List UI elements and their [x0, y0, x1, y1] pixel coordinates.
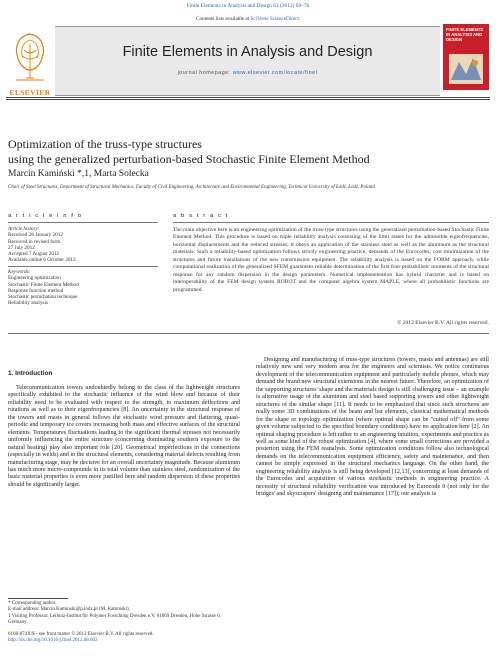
keyword-item: Stochastic perturbation technique — [8, 294, 78, 301]
issn-line: 0168-874X/$ - see front matter © 2012 Elsevier B.V. All rights reserved. — [8, 632, 154, 637]
elsevier-tree-logo — [8, 26, 52, 88]
paragraph: Telecommunication towers undoubtedly belong to the class of the lightweight structures specifically exhibited to the stochastic influence of the wind blow and because of their reliability need to be evaluated with respect to the strength, to maximum deflections and rotations as well as to their eigenfrequencies [8]. An uncertainty in the structural response of the towers and masts in general follows the stochastic wind pressure and flattering, quasi-periodic and temporary ice covers increasing both mass and effective surfaces of the structural elements. Temperatures fluctuations leading to the significant thermal stresses not necessarily uniformly influencing the entire structure (concerning dominating southern exposure to the natural heating) play also important role [20]. Geometrical imperfections in the connections (especially in welds) and in the structural elements, considering material defects resulting from manufacturing stage, may be decisive for an overall uncertainty magnitude. Because aluminum has much more micro-compounds in its total volume than stainless steel, randomization of the basic material properties is even more justified here and random dispersion of these properties should be significantly larger. — [8, 385, 240, 488]
footnote-rule — [8, 598, 68, 599]
abstract-heading: a b s t r a c t — [173, 213, 229, 219]
history-item: 27 July 2012 — [8, 244, 35, 251]
article-history — [8, 226, 158, 264]
history-label: Article history: — [8, 226, 40, 232]
paragraph: Designing and manufacturing of truss-type structures (towers, masts and antennas) are still relatively new and very modern area for the engineers and scientists. We notice continuous development of the telecommunication equipment and particularly mobile phones, which may demand the brand new structural extensions in the nearest future. Therefore, an optimization of the supporting structures' shape and the materials design is still challenging issue – an example is alternative usage of the aluminum and steel based supporting towers and other lightweight structures of the similar shape [11]. It needs to be emphasized that since such structures are really some 3D combinations of the beam and bar elements, classical mathematical methods for the shape or topology optimization (where optimal shape can be "cutted off" from some given volume subjected to the specified boundary conditions) have no application here [2]. An optimal shaping procedure is left rather to an engineering intuition, experiments and practice as well as some kind of the robust optimization [4], where some small corrections are provided a posteriori using the FEM reanalysis. Some optimization conditions follow also technological demands on the telecommunication equipment efficiency, safety and maintenance, and then cannot be simply expressed in the structural mechanics language. On the other hand, the engineering reliability analysis is still being developed [12,13], concerning at least demands of the Eurocodes and acquisition of various stochastic methods in engineering practice. A necessity of structural reliability verification was introduced by Eurocode 0 (not only for the bridges' and skyscrapers' designing and maintenance [17]); our analysis is — [256, 357, 489, 498]
journal-cover[interactable] — [443, 24, 489, 90]
keyword-item: Reliability analysis — [8, 300, 48, 307]
history-item: Available online 6 October 2012 — [8, 257, 76, 264]
journal-homepage — [55, 70, 440, 76]
footnote-email[interactable]: E-mail address: Marcin.Kaminski@p.lodz.pl (M. Kamiński). — [8, 607, 130, 612]
publication-footer — [8, 632, 308, 644]
contents-prefix: Contents lists available at — [195, 16, 251, 22]
contents-line — [55, 16, 440, 22]
authors: Marcin Kamiński *,1, Marta Solecka — [8, 169, 149, 179]
footnote-visiting: 1 Visiting Professor, Leibniz-Institut für Polymer Forschung Dresden e.V, 01069 Dresden, Hohe Strasse 6, Germany. — [8, 614, 221, 625]
sciencedirect-link[interactable]: SciVerse ScienceDirect — [250, 16, 299, 22]
abstract-bottom-rule — [8, 333, 489, 334]
header-rule-bottom — [6, 99, 490, 100]
keywords-label: Keywords: — [8, 269, 31, 275]
doi-link[interactable]: http://dx.doi.org/10.1016/j.finel.2012.08.002 — [8, 638, 98, 644]
footnote-corresponding: * Corresponding author. — [8, 601, 57, 606]
running-head[interactable]: Finite Elements in Analysis and Design 63 (2013) 69–78 — [186, 3, 310, 9]
body-column-left — [8, 385, 240, 489]
title-line-1: Optimization of the truss-type structures — [8, 137, 202, 151]
cover-title: FINITE ELEMENTS IN ANALYSIS AND DESIGN — [446, 27, 484, 42]
keyword-item: Engineering optimization — [8, 275, 61, 282]
abstract-copyright: © 2012 Elsevier B.V. All rights reserved. — [397, 320, 489, 326]
cover-image — [449, 54, 483, 84]
keyword-item: Response function method — [8, 287, 64, 294]
history-item: Received 28 January 2012 — [8, 232, 63, 239]
journal-title: Finite Elements in Analysis and Design — [122, 44, 373, 60]
keywords — [8, 269, 158, 307]
homepage-link[interactable]: www.elsevier.com/locate/finel — [232, 70, 318, 76]
title-line-2: using the generalized perturbation-based Stochastic Finite Element Method — [8, 151, 370, 166]
abstract-text: The main objective here is an engineering optimization of the truss-type structures using the generalized perturbation-based Stochastic Finite Element Method. This procedure is based on triple reliability analysis consisting of the limit states for the admissible eigenfrequencies, horizontal displacements and the reduced stresses; it obeys an application of the stainless steel as well as the aluminum as the structural materials. Such a reliability-based optimization follows strictly engineering practice, demands of the Eurocodes, cost minimization of the structures and future installations of the new transmission equipment. The reliability analysis is based on the FORM approach, while computational realization of the generalized SFEM guarantees reliable determination of the first four probabilistic moments of the structural response for any random dispersion in the design parameters. Numerical implementation has hybrid character and is based on interoperability of the FEM design system ROBOT and the computer algebra system MAPLE, where all probabilistic functions are programmed. — [173, 227, 489, 293]
homepage-prefix: journal homepage: — [177, 70, 233, 76]
keyword-item: Stochastic Finite Element Method — [8, 281, 79, 288]
section-heading-introduction: 1. Introduction — [8, 370, 53, 377]
elsevier-wordmark: ELSEVIER — [9, 88, 51, 97]
affiliation: Chair of Steel Structures, Department of Structural Mechanics, Faculty of Civil Engineering, Architecture and Environmental Engineering, Technical University of Łódź, Łódź, Poland — [8, 185, 375, 190]
keywords-rule — [8, 266, 158, 267]
article-info-rule — [8, 222, 158, 223]
article-info-heading: a r t i c l e i n f o — [8, 213, 83, 219]
history-item: Accepted 7 August 2012 — [8, 251, 60, 258]
abstract-rule — [173, 222, 489, 223]
paper-title — [8, 137, 478, 166]
journal-header-box — [55, 26, 440, 96]
body-column-right — [256, 357, 489, 499]
history-item: Received in revised form — [8, 238, 61, 245]
header-rule-top — [6, 97, 490, 98]
